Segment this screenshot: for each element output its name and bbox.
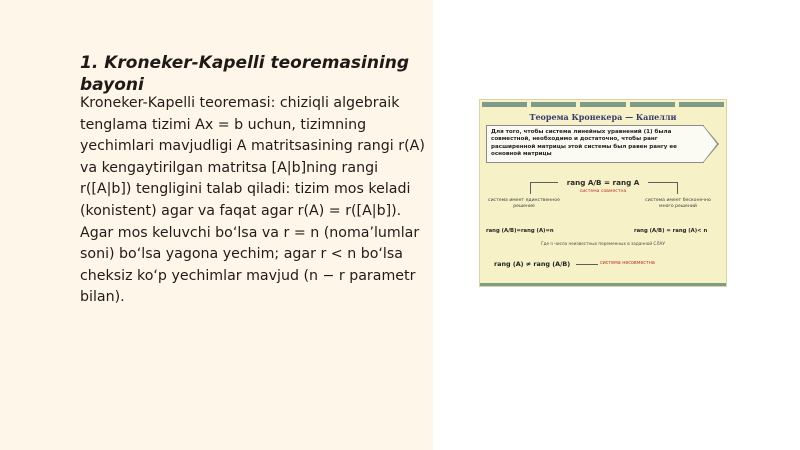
diagram-equality-note: система совместна	[579, 189, 627, 194]
connector-line	[576, 264, 598, 265]
diagram-bar	[630, 102, 675, 107]
diagram-right-caption: система имеет бесконечно много решений	[645, 198, 711, 209]
diagram-bar	[482, 102, 527, 107]
diagram-top-bars	[480, 102, 726, 108]
diagram-bar	[531, 102, 576, 107]
diagram-left-caption: система имеет единственное решение	[488, 198, 560, 209]
diagram-inequality: rang (A) ≠ rang (A/B)	[494, 260, 571, 268]
diagram-title: Теорема Кронекера — Капелли	[529, 112, 677, 122]
diagram-right-formula: rang (A/B) = rang (A)< n	[634, 228, 708, 234]
diagram-bar	[679, 102, 724, 107]
slide-body-text: Kroneker-Kapelli teoremasi: chiziqli algebraik tenglama tizimi Ax = b uchun, tizimning yechimlari mavjudligi A matritsasining rangi r(A) va kengaytirilgan matritsa [A|b]ning rangi r([A|b]) tengligini talab qiladi: tizim mos keladi (konistent) agar va faqat agar r(A) = r([A|b]). Agar mos keluvchi bo‘lsa va r = n (noma’lumlar soni) bo‘lsa yagona yechim; agar r < n bo‘lsa cheksiz ko‘p yechimlar mavjud (n − r parametr bilan).	[80, 95, 425, 306]
arrow-icon-fill	[703, 126, 717, 162]
diagram-bar	[580, 102, 625, 107]
diagram-equality: rang A/B = rang A	[566, 178, 640, 187]
slide-title: 1. Kroneker-Kapelli teoremasining bayoni	[80, 53, 410, 95]
diagram-statement-box: Для того, чтобы система линейных уравнений (1) была совместной, необходимо и достаточно, чтобы ранг расширенной матрицы этой системы был равен рангу ее основной матрицы	[486, 125, 704, 163]
diagram-bottom-bar	[480, 283, 726, 286]
theorem-diagram-image	[479, 99, 727, 287]
diagram-inequality-note: система несовместна	[600, 261, 655, 266]
diagram-footnote: Где n число неизвестных переменных в заданной СЛАУ	[541, 241, 665, 246]
image-panel	[433, 0, 800, 450]
diagram-left-formula: rang (A/B)=rang (A)=n	[486, 228, 554, 234]
